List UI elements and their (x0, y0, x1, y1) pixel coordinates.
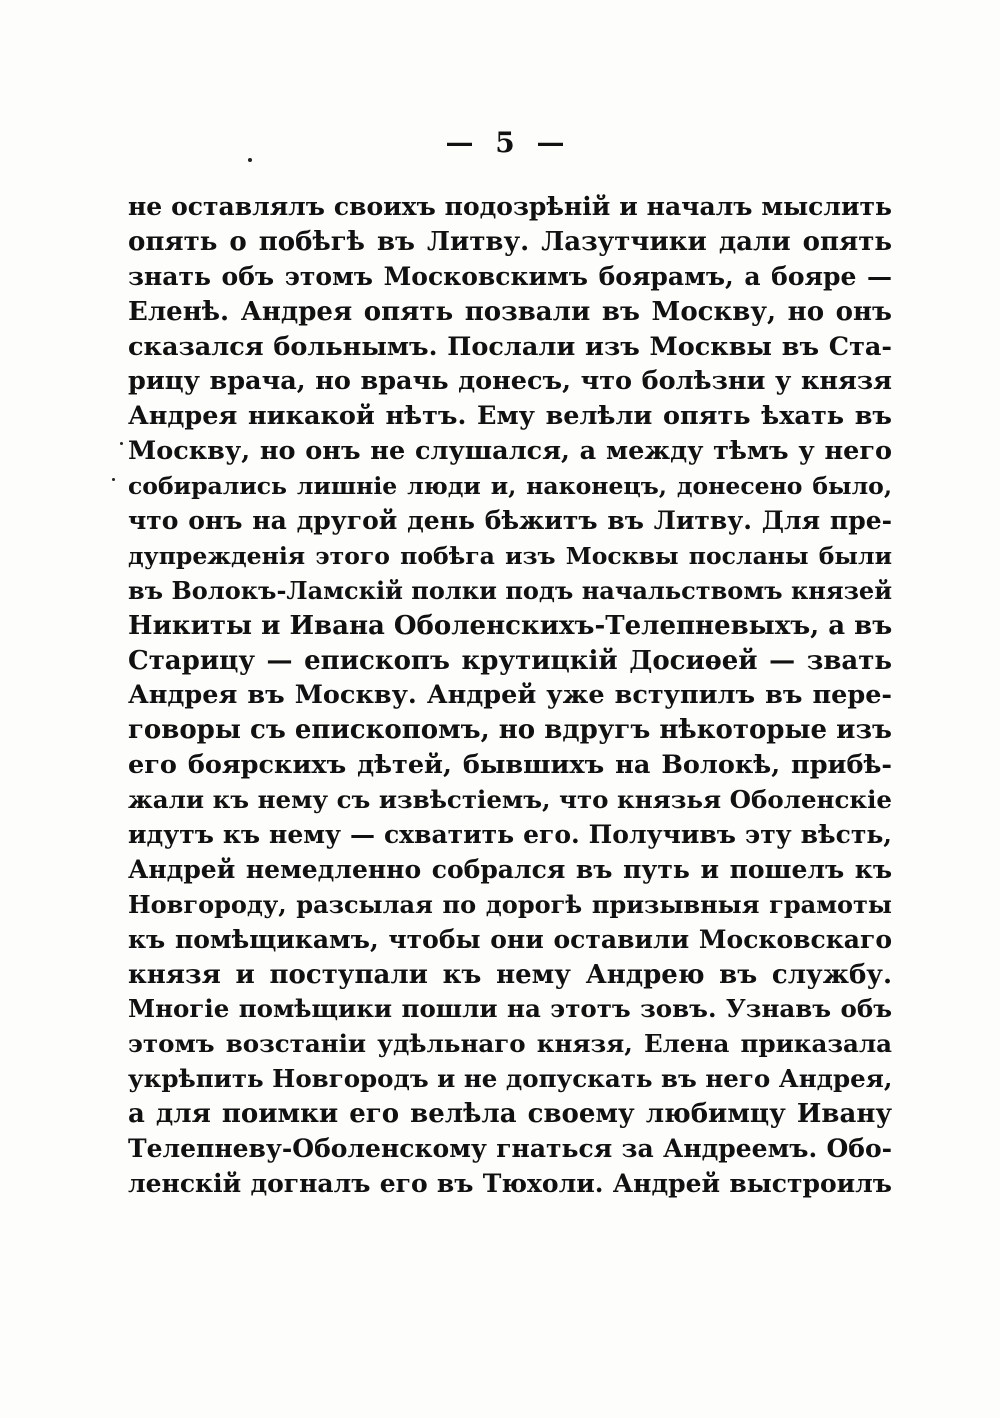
text-line: Еленѣ. Андрея опять позвали въ Москву, но онъ (128, 296, 892, 327)
text-line: Андрей немедленно собрался въ путь и пошелъ къ (128, 854, 892, 884)
ink-speck (120, 442, 123, 445)
page-number: — 5 — (445, 126, 571, 159)
ink-speck (112, 478, 115, 481)
text-line: говоры съ епископомъ, но вдругъ нѣкоторые изъ (128, 715, 892, 746)
text-line: Многіе помѣщики пошли на этотъ зовъ. Узнавъ объ (128, 994, 892, 1024)
text-line: опять о побѣгѣ въ Литву. Лазутчики дали опять (128, 226, 892, 257)
text-line: Никиты и Ивана Оболенскихъ-Телепневыхъ, а въ (128, 610, 892, 641)
text-line: князя и поступали къ нему Андрею въ службу. (128, 959, 892, 990)
text-line: Новгороду, разсылая по дорогѣ призывныя грамоты (128, 889, 892, 919)
body-text (128, 190, 892, 1202)
text-line: въ Волокъ-Ламскій полки подъ начальствомъ князей (128, 575, 892, 605)
text-line: не оставлялъ своихъ подозрѣній и началъ мыслить (128, 192, 892, 221)
text-line: къ помѣщикамъ, чтобы они оставили Московскаго (128, 924, 892, 954)
text-line: этомъ возстаніи удѣльнаго князя, Елена приказала (128, 1029, 892, 1059)
text-line: ленскій догналъ его въ Тюхоли. Андрей выстроилъ (128, 1168, 892, 1198)
text-line: что онъ на другой день бѣжитъ въ Литву. Для пре- (128, 506, 892, 536)
text-line: жали къ нему съ извѣстіемъ, что князья Оболенскіе (128, 785, 892, 815)
text-line: Андрея никакой нѣтъ. Ему велѣли опять ѣхать въ (128, 401, 892, 432)
text-line: Старицу — епископъ крутицкій Досиѳей — звать (128, 645, 892, 676)
text-line: идутъ къ нему — схватить его. Получивъ эту вѣсть, (128, 820, 892, 850)
text-line: сказался больнымъ. Послали изъ Москвы въ Ста- (128, 331, 892, 362)
text-line: а для поимки его велѣла своему любимцу Ивану (128, 1099, 892, 1130)
text-line: собирались лишніе люди и, наконецъ, донесено было, (128, 472, 892, 501)
ink-speck (248, 158, 252, 162)
text-line: рицу врача, но врачь донесъ, что болѣзни у князя (128, 366, 892, 397)
text-line: Москву, но онъ не слушался, а между тѣмъ у него (128, 436, 892, 467)
text-line: укрѣпить Новгородъ и не допускать въ него Андрея, (128, 1064, 892, 1094)
text-line: Телепневу-Оболенскому гнаться за Андреемъ. Обо- (128, 1134, 892, 1164)
text-line: знать объ этомъ Московскимъ боярамъ, а бояре — (128, 261, 892, 291)
text-line: дупрежденія этого побѣга изъ Москвы посланы были (128, 541, 892, 570)
text-line: его боярскихъ дѣтей, бывшихъ на Волокѣ, прибѣ- (128, 750, 892, 781)
text-line: Андрея въ Москву. Андрей уже вступилъ въ пере- (128, 680, 892, 711)
